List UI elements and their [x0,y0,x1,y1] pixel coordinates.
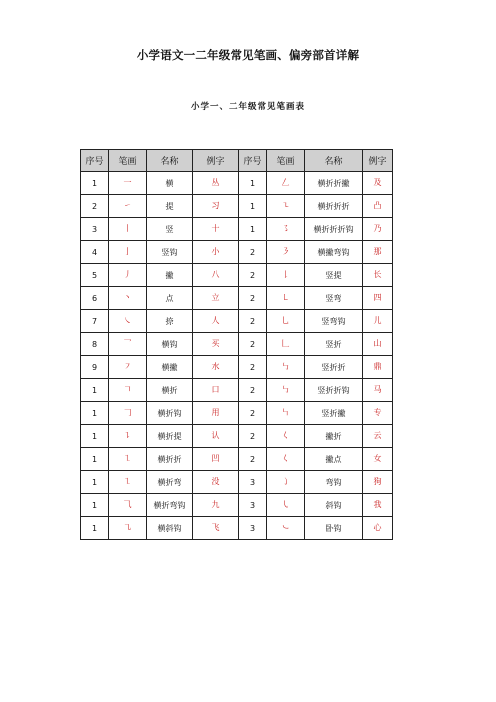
example-character: 水 [193,356,239,379]
page-title: 小学语文一二年级常见笔画、偏旁部首详解 [136,48,360,62]
row-number: 6 [81,287,109,310]
example-character: 马 [363,379,393,402]
table-header-row [81,150,393,172]
row-number: 1 [81,425,109,448]
stroke-glyph: 𠃍 [109,379,147,402]
stroke-glyph: ㇂ [267,494,305,517]
header-cell: 序号 [81,150,109,172]
header-cell: 例字 [193,150,239,172]
stroke-name: 提 [147,195,193,218]
header-cell: 例字 [363,150,393,172]
stroke-glyph: 𡿨 [267,425,305,448]
example-character: 凸 [363,195,393,218]
header-cell: 名称 [147,150,193,172]
table-row [81,471,393,494]
row-number: 3 [239,494,267,517]
row-number: 3 [239,471,267,494]
example-character: 十 [193,218,239,241]
stroke-glyph: ㇇ [109,356,147,379]
example-character: 飞 [193,517,239,540]
stroke-glyph: 𠃊 [267,333,305,356]
example-character: 小 [193,241,239,264]
stroke-name: 撇 [147,264,193,287]
row-number: 5 [81,264,109,287]
stroke-name: 弯钩 [305,471,363,494]
example-character: 长 [363,264,393,287]
row-number: 1 [239,172,267,195]
row-number: 2 [239,333,267,356]
example-character: 买 [193,333,239,356]
stroke-glyph: 𠃌 [109,402,147,425]
table-row [81,379,393,402]
example-character: 狗 [363,471,393,494]
stroke-name: 横折提 [147,425,193,448]
row-number: 2 [239,241,267,264]
table-row [81,448,393,471]
table-row [81,264,393,287]
example-character: 九 [193,494,239,517]
stroke-name: 撇点 [305,448,363,471]
example-character: 习 [193,195,239,218]
stroke-glyph: ㇅ [109,448,147,471]
stroke-name: 点 [147,287,193,310]
row-number: 2 [239,379,267,402]
stroke-glyph: ㇏ [109,310,147,333]
stroke-glyph: ㇞ [267,402,305,425]
stroke-glyph: ㇋ [267,241,305,264]
stroke-name: 横折折折钩 [305,218,363,241]
stroke-name: 横钩 [147,333,193,356]
stroke-glyph: 𠄌 [267,264,305,287]
example-character: 人 [193,310,239,333]
stroke-name: 撇折 [305,425,363,448]
stroke-name: 横折折折 [305,195,363,218]
row-number: 1 [81,494,109,517]
stroke-name: 横折弯 [147,471,193,494]
stroke-glyph: ㇉ [267,356,305,379]
stroke-glyph: 𠃋 [267,172,305,195]
stroke-name: 横撇 [147,356,193,379]
table-body [81,172,393,540]
row-number: 2 [239,356,267,379]
stroke-glyph: 乛 [109,333,147,356]
example-character: 没 [193,471,239,494]
table-row [81,517,393,540]
table-row [81,218,393,241]
row-number: 1 [81,402,109,425]
stroke-name: 竖折 [305,333,363,356]
table-row [81,241,393,264]
row-number: 2 [239,402,267,425]
row-number: 2 [239,287,267,310]
stroke-name: 横折折撇 [305,172,363,195]
example-character: 丛 [193,172,239,195]
example-character: 儿 [363,310,393,333]
stroke-name: 横折弯钩 [147,494,193,517]
stroke-glyph: 乚 [267,310,305,333]
example-character: 认 [193,425,239,448]
stroke-glyph: 亅 [109,241,147,264]
row-number: 1 [81,517,109,540]
row-number: 2 [81,195,109,218]
row-number: 4 [81,241,109,264]
stroke-glyph: 丨 [109,218,147,241]
table-row [81,333,393,356]
table-row [81,425,393,448]
stroke-glyph: 𡿨 [267,448,305,471]
stroke-name: 竖弯 [305,287,363,310]
example-character: 我 [363,494,393,517]
stroke-name: 竖钩 [147,241,193,264]
example-character: 山 [363,333,393,356]
stroke-name: 竖弯钩 [305,310,363,333]
example-character: 云 [363,425,393,448]
table-title: 小学一、二年级常见笔画表 [190,102,305,112]
row-number: 3 [81,218,109,241]
row-number: 2 [239,448,267,471]
example-character: 八 [193,264,239,287]
stroke-name: 横折钩 [147,402,193,425]
stroke-name: 斜钩 [305,494,363,517]
stroke-glyph: ㇌ [267,218,305,241]
stroke-glyph: ㇉ [267,379,305,402]
example-character: 立 [193,287,239,310]
stroke-glyph: ㇀ [109,195,147,218]
stroke-glyph: 丶 [109,287,147,310]
row-number: 2 [239,310,267,333]
stroke-glyph: ㇁ [267,471,305,494]
stroke-name: 横斜钩 [147,517,193,540]
stroke-glyph: 丿 [109,264,147,287]
stroke-glyph: ㇍ [267,195,305,218]
table-row [81,494,393,517]
example-character: 鼎 [363,356,393,379]
table-row [81,310,393,333]
example-character: 口 [193,379,239,402]
example-character: 凹 [193,448,239,471]
example-character: 女 [363,448,393,471]
row-number: 1 [81,172,109,195]
example-character: 专 [363,402,393,425]
example-character: 那 [363,241,393,264]
row-number: 7 [81,310,109,333]
example-character: 及 [363,172,393,195]
header-cell: 笔画 [109,150,147,172]
stroke-glyph: ㇈ [109,517,147,540]
row-number: 1 [81,448,109,471]
header-cell: 序号 [239,150,267,172]
stroke-name: 横折折 [147,448,193,471]
example-character: 乃 [363,218,393,241]
row-number: 1 [81,379,109,402]
stroke-glyph: 一 [109,172,147,195]
table-row [81,356,393,379]
stroke-glyph: ㇅ [109,471,147,494]
table-row [81,172,393,195]
stroke-glyph: ㇊ [109,425,147,448]
stroke-name: 横撇弯钩 [305,241,363,264]
row-number: 9 [81,356,109,379]
example-character: 心 [363,517,393,540]
header-cell: 笔画 [267,150,305,172]
stroke-name: 竖折撇 [305,402,363,425]
stroke-glyph: ⺄ [109,494,147,517]
table-row [81,195,393,218]
stroke-name: 竖折折钩 [305,379,363,402]
stroke-name: 竖提 [305,264,363,287]
stroke-glyph: ㇃ [267,517,305,540]
table-row [81,287,393,310]
row-number: 1 [239,195,267,218]
row-number: 1 [239,218,267,241]
stroke-name: 横 [147,172,193,195]
stroke-name: 横折 [147,379,193,402]
row-number: 2 [239,425,267,448]
stroke-name: 捺 [147,310,193,333]
stroke-name: 竖折折 [305,356,363,379]
header-cell: 名称 [305,150,363,172]
example-character: 四 [363,287,393,310]
stroke-glyph: ㇄ [267,287,305,310]
row-number: 3 [239,517,267,540]
stroke-table [80,149,393,540]
row-number: 2 [239,264,267,287]
stroke-name: 卧钩 [305,517,363,540]
example-character: 用 [193,402,239,425]
stroke-name: 竖 [147,218,193,241]
row-number: 1 [81,471,109,494]
row-number: 8 [81,333,109,356]
table-row [81,402,393,425]
